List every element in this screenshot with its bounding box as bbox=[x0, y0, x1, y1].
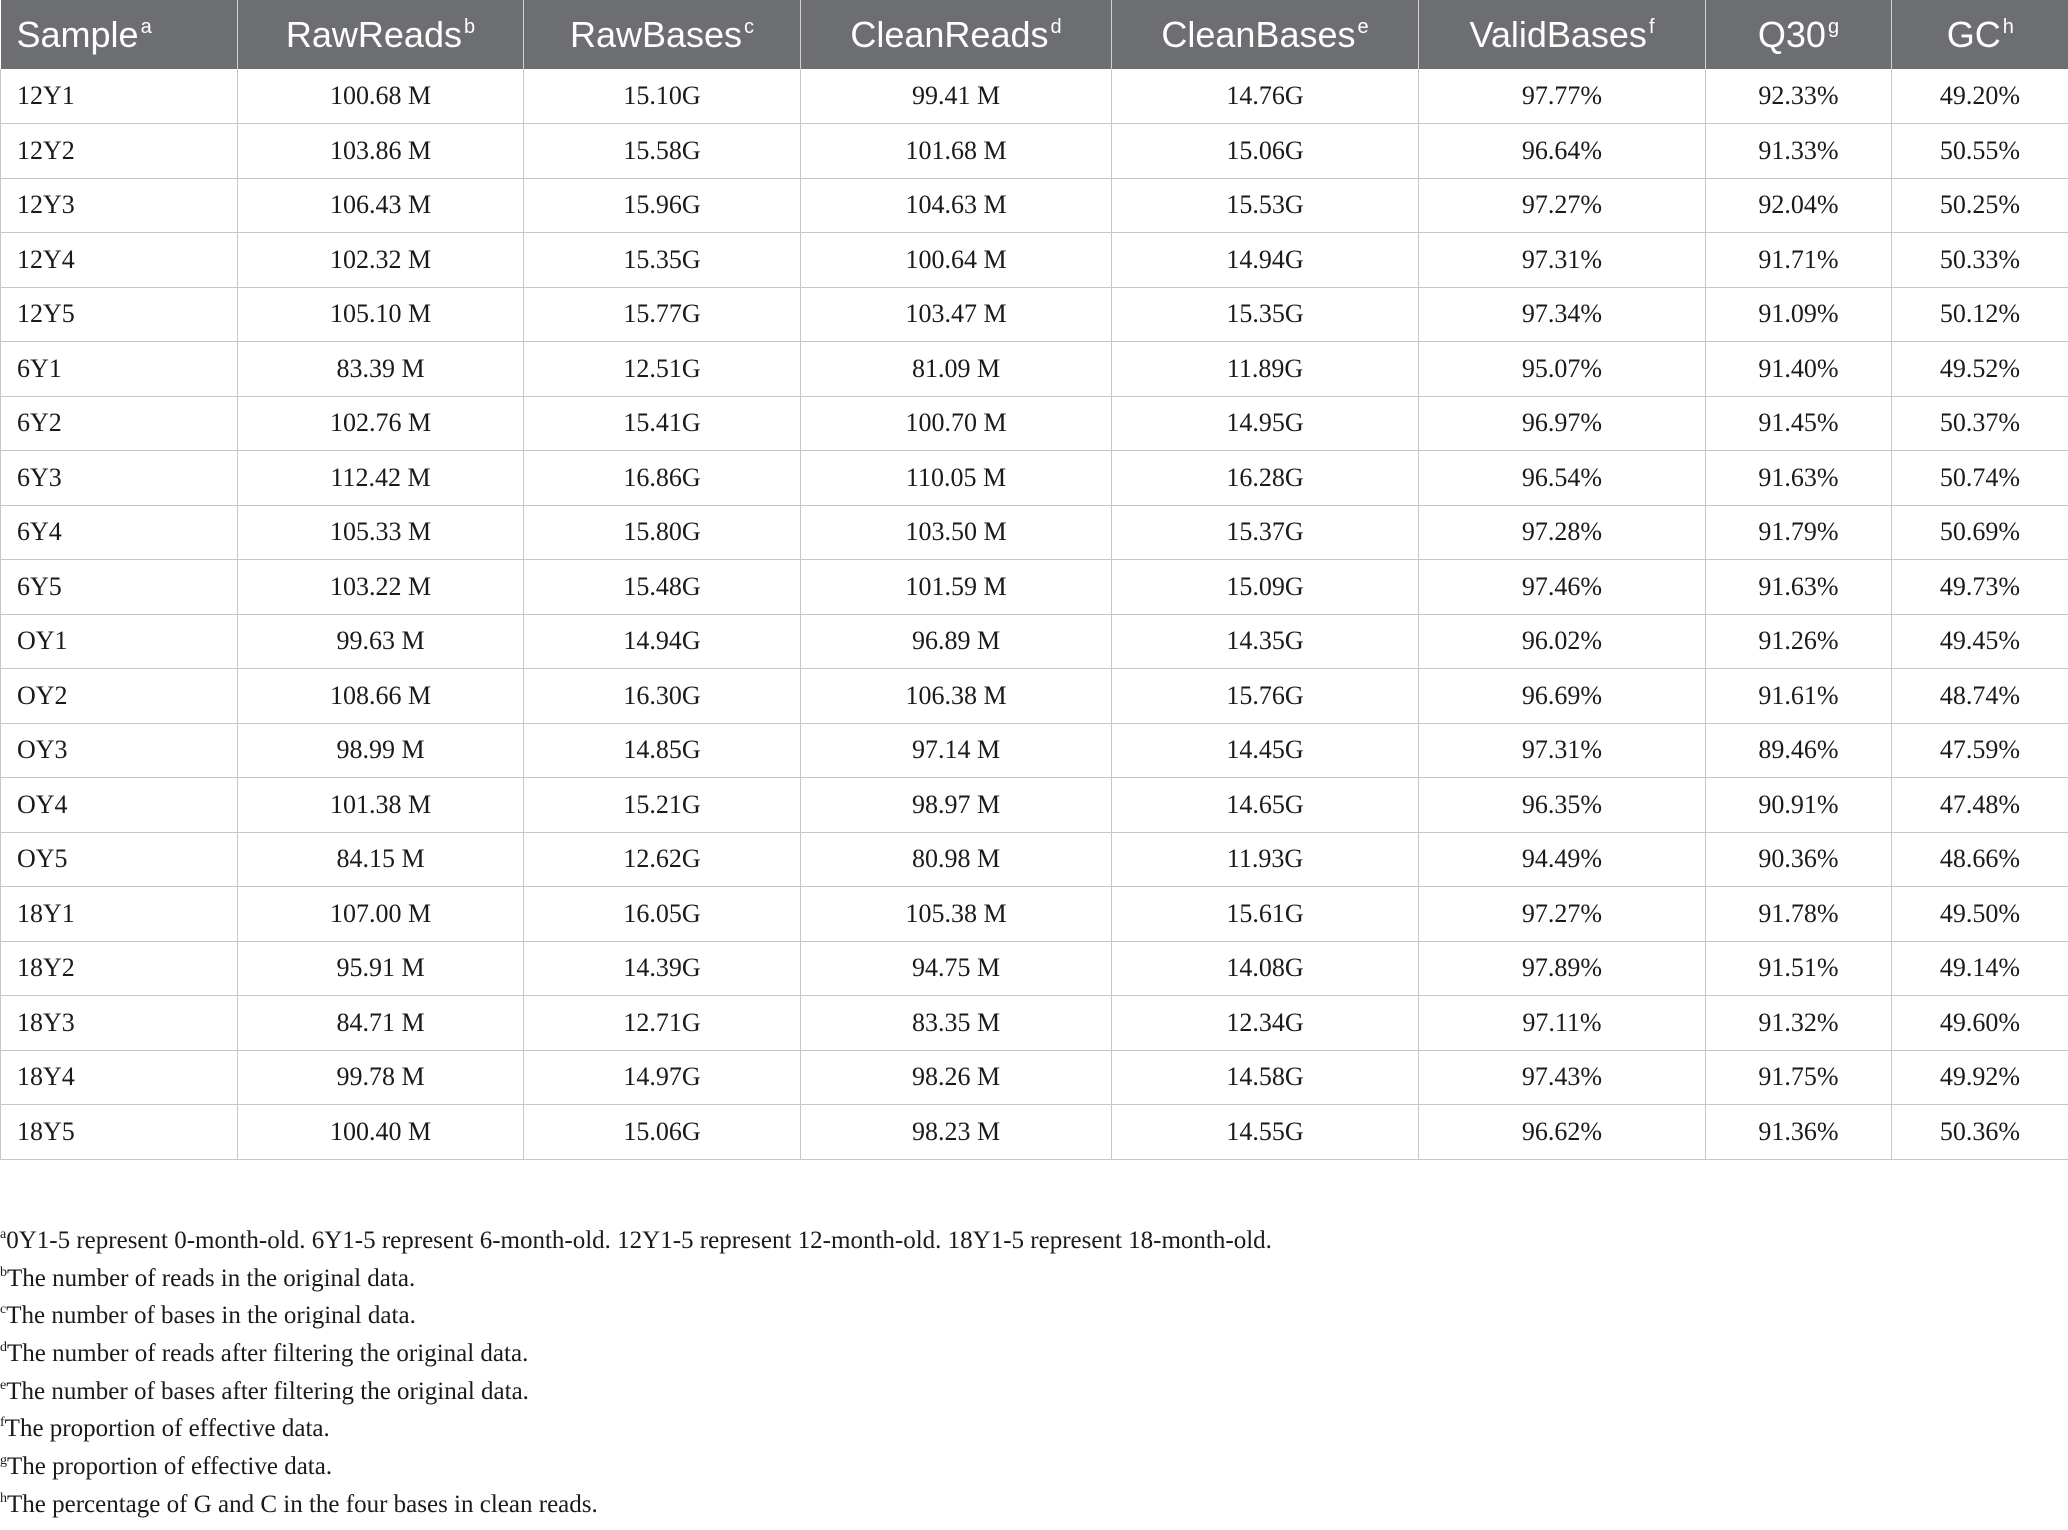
value-cell: 14.39G bbox=[524, 941, 801, 996]
value-cell: 91.63% bbox=[1706, 451, 1892, 506]
value-cell: 103.86 M bbox=[238, 124, 524, 179]
value-cell: 11.93G bbox=[1112, 832, 1419, 887]
value-cell: 47.59% bbox=[1892, 723, 2068, 778]
sample-cell: 6Y1 bbox=[1, 342, 238, 397]
value-cell: 84.71 M bbox=[238, 996, 524, 1051]
value-cell: 104.63 M bbox=[801, 178, 1112, 233]
sample-cell: 12Y1 bbox=[1, 69, 238, 124]
footnote bbox=[0, 1448, 2068, 1486]
footnote-marker: h bbox=[2002, 15, 2014, 38]
value-cell: 97.11% bbox=[1419, 996, 1706, 1051]
column-header bbox=[801, 0, 1112, 69]
value-cell: 92.33% bbox=[1706, 69, 1892, 124]
value-cell: 81.09 M bbox=[801, 342, 1112, 397]
value-cell: 101.38 M bbox=[238, 778, 524, 833]
value-cell: 101.59 M bbox=[801, 560, 1112, 615]
footnote-marker: b bbox=[463, 15, 476, 38]
footnote-text: The number of reads after filtering the original data. bbox=[7, 1340, 529, 1368]
table-row bbox=[1, 560, 2068, 615]
sample-cell: 18Y2 bbox=[1, 941, 238, 996]
value-cell: 91.40% bbox=[1706, 342, 1892, 397]
value-cell: 49.92% bbox=[1892, 1050, 2068, 1105]
value-cell: 97.77% bbox=[1419, 69, 1706, 124]
footnote-marker: d bbox=[0, 1340, 7, 1356]
table-row bbox=[1, 396, 2068, 451]
value-cell: 15.35G bbox=[524, 233, 801, 288]
value-cell: 102.76 M bbox=[238, 396, 524, 451]
sample-cell: 18Y1 bbox=[1, 887, 238, 942]
value-cell: 50.55% bbox=[1892, 124, 2068, 179]
value-cell: 15.10G bbox=[524, 69, 801, 124]
value-cell: 112.42 M bbox=[238, 451, 524, 506]
value-cell: 12.51G bbox=[524, 342, 801, 397]
footnote-text: The number of bases after filtering the original data. bbox=[6, 1377, 529, 1405]
table-row bbox=[1, 778, 2068, 833]
value-cell: 50.25% bbox=[1892, 178, 2068, 233]
value-cell: 84.15 M bbox=[238, 832, 524, 887]
value-cell: 96.02% bbox=[1419, 614, 1706, 669]
value-cell: 83.35 M bbox=[801, 996, 1112, 1051]
value-cell: 96.54% bbox=[1419, 451, 1706, 506]
value-cell: 98.26 M bbox=[801, 1050, 1112, 1105]
footnote bbox=[0, 1335, 2068, 1373]
value-cell: 15.96G bbox=[524, 178, 801, 233]
sample-cell: 12Y5 bbox=[1, 287, 238, 342]
value-cell: 106.43 M bbox=[238, 178, 524, 233]
footnote bbox=[0, 1486, 2068, 1524]
value-cell: 15.09G bbox=[1112, 560, 1419, 615]
value-cell: 15.48G bbox=[524, 560, 801, 615]
value-cell: 12.71G bbox=[524, 996, 801, 1051]
sample-cell: OY1 bbox=[1, 614, 238, 669]
value-cell: 14.58G bbox=[1112, 1050, 1419, 1105]
value-cell: 16.86G bbox=[524, 451, 801, 506]
value-cell: 91.09% bbox=[1706, 287, 1892, 342]
footnote-text: The proportion of effective data. bbox=[7, 1453, 333, 1481]
table-row bbox=[1, 505, 2068, 560]
table-row bbox=[1, 941, 2068, 996]
table-row bbox=[1, 1105, 2068, 1160]
footnote-text: The proportion of effective data. bbox=[4, 1415, 330, 1443]
value-cell: 94.75 M bbox=[801, 941, 1112, 996]
value-cell: 49.52% bbox=[1892, 342, 2068, 397]
footnote-marker: b bbox=[0, 1264, 7, 1280]
table-row bbox=[1, 669, 2068, 724]
value-cell: 96.97% bbox=[1419, 396, 1706, 451]
value-cell: 102.32 M bbox=[238, 233, 524, 288]
footnote-text: 0Y1-5 represent 0-month-old. 6Y1-5 represent 6-month-old. 12Y1-5 represent 12-month-old. 18Y1-5 represent 18-month-old. bbox=[6, 1227, 1272, 1254]
footnote-marker: e bbox=[1357, 15, 1369, 38]
value-cell: 80.98 M bbox=[801, 832, 1112, 887]
table-row bbox=[1, 342, 2068, 397]
footnote-marker: h bbox=[0, 1490, 7, 1506]
footnote-text: The percentage of G and C in the four bases in clean reads. bbox=[7, 1490, 598, 1518]
value-cell: 98.97 M bbox=[801, 778, 1112, 833]
column-header-label: ValidBases bbox=[1469, 13, 1647, 55]
value-cell: 91.75% bbox=[1706, 1050, 1892, 1105]
footnote bbox=[0, 1373, 2068, 1411]
value-cell: 110.05 M bbox=[801, 451, 1112, 506]
value-cell: 15.06G bbox=[1112, 124, 1419, 179]
value-cell: 108.66 M bbox=[238, 669, 524, 724]
value-cell: 50.69% bbox=[1892, 505, 2068, 560]
value-cell: 106.38 M bbox=[801, 669, 1112, 724]
footnote-marker: f bbox=[0, 1415, 5, 1431]
column-header-label: Sample bbox=[16, 13, 139, 55]
value-cell: 14.08G bbox=[1112, 941, 1419, 996]
sample-cell: 12Y3 bbox=[1, 178, 238, 233]
table-body bbox=[1, 69, 2068, 1159]
value-cell: 101.68 M bbox=[801, 124, 1112, 179]
column-header-label: GC bbox=[1946, 13, 2001, 55]
value-cell: 15.06G bbox=[524, 1105, 801, 1160]
value-cell: 105.38 M bbox=[801, 887, 1112, 942]
value-cell: 96.35% bbox=[1419, 778, 1706, 833]
value-cell: 16.28G bbox=[1112, 451, 1419, 506]
value-cell: 103.47 M bbox=[801, 287, 1112, 342]
header-row bbox=[1, 0, 2068, 69]
value-cell: 50.74% bbox=[1892, 451, 2068, 506]
footnote-marker: a bbox=[140, 15, 152, 38]
value-cell: 14.94G bbox=[1112, 233, 1419, 288]
value-cell: 97.46% bbox=[1419, 560, 1706, 615]
value-cell: 14.95G bbox=[1112, 396, 1419, 451]
value-cell: 96.89 M bbox=[801, 614, 1112, 669]
value-cell: 91.71% bbox=[1706, 233, 1892, 288]
value-cell: 97.27% bbox=[1419, 178, 1706, 233]
value-cell: 49.60% bbox=[1892, 996, 2068, 1051]
value-cell: 14.55G bbox=[1112, 1105, 1419, 1160]
table-row bbox=[1, 124, 2068, 179]
value-cell: 14.45G bbox=[1112, 723, 1419, 778]
value-cell: 14.97G bbox=[524, 1050, 801, 1105]
column-header bbox=[1112, 0, 1419, 69]
value-cell: 49.20% bbox=[1892, 69, 2068, 124]
table-header bbox=[1, 0, 2068, 69]
footnote-marker: e bbox=[0, 1377, 7, 1393]
value-cell: 48.66% bbox=[1892, 832, 2068, 887]
footnotes bbox=[0, 1222, 2068, 1524]
value-cell: 97.89% bbox=[1419, 941, 1706, 996]
table-row bbox=[1, 996, 2068, 1051]
value-cell: 15.37G bbox=[1112, 505, 1419, 560]
value-cell: 95.07% bbox=[1419, 342, 1706, 397]
sample-cell: OY4 bbox=[1, 778, 238, 833]
value-cell: 100.64 M bbox=[801, 233, 1112, 288]
value-cell: 97.31% bbox=[1419, 233, 1706, 288]
value-cell: 48.74% bbox=[1892, 669, 2068, 724]
value-cell: 50.12% bbox=[1892, 287, 2068, 342]
value-cell: 14.65G bbox=[1112, 778, 1419, 833]
column-header bbox=[1419, 0, 1706, 69]
value-cell: 12.62G bbox=[524, 832, 801, 887]
footnote-marker: c bbox=[0, 1302, 7, 1318]
column-header bbox=[238, 0, 524, 69]
sample-cell: 12Y4 bbox=[1, 233, 238, 288]
value-cell: 49.14% bbox=[1892, 941, 2068, 996]
footnote-marker: g bbox=[1827, 15, 1840, 38]
table-row bbox=[1, 69, 2068, 124]
value-cell: 15.53G bbox=[1112, 178, 1419, 233]
sample-cell: 18Y4 bbox=[1, 1050, 238, 1105]
value-cell: 14.35G bbox=[1112, 614, 1419, 669]
sample-cell: 12Y2 bbox=[1, 124, 238, 179]
column-header bbox=[1, 0, 238, 69]
column-header-label: Q30 bbox=[1757, 13, 1826, 55]
footnote-marker: c bbox=[744, 15, 755, 38]
value-cell: 91.51% bbox=[1706, 941, 1892, 996]
value-cell: 47.48% bbox=[1892, 778, 2068, 833]
column-header-label: RawReads bbox=[285, 13, 462, 55]
value-cell: 49.73% bbox=[1892, 560, 2068, 615]
value-cell: 91.32% bbox=[1706, 996, 1892, 1051]
value-cell: 91.45% bbox=[1706, 396, 1892, 451]
value-cell: 91.61% bbox=[1706, 669, 1892, 724]
footnote-text: The number of bases in the original data. bbox=[6, 1302, 416, 1330]
value-cell: 15.76G bbox=[1112, 669, 1419, 724]
value-cell: 15.61G bbox=[1112, 887, 1419, 942]
value-cell: 99.41 M bbox=[801, 69, 1112, 124]
column-header bbox=[1892, 0, 2068, 69]
table-row bbox=[1, 451, 2068, 506]
value-cell: 15.80G bbox=[524, 505, 801, 560]
footnote bbox=[0, 1222, 2068, 1260]
column-header-label: CleanReads bbox=[850, 13, 1049, 55]
value-cell: 12.34G bbox=[1112, 996, 1419, 1051]
footnote-marker: d bbox=[1050, 15, 1062, 38]
value-cell: 105.10 M bbox=[238, 287, 524, 342]
value-cell: 97.31% bbox=[1419, 723, 1706, 778]
value-cell: 99.63 M bbox=[238, 614, 524, 669]
value-cell: 15.35G bbox=[1112, 287, 1419, 342]
sample-cell: 6Y4 bbox=[1, 505, 238, 560]
sample-cell: 18Y3 bbox=[1, 996, 238, 1051]
value-cell: 15.58G bbox=[524, 124, 801, 179]
table-row bbox=[1, 887, 2068, 942]
value-cell: 16.05G bbox=[524, 887, 801, 942]
value-cell: 91.79% bbox=[1706, 505, 1892, 560]
sample-cell: 18Y5 bbox=[1, 1105, 238, 1160]
value-cell: 97.14 M bbox=[801, 723, 1112, 778]
value-cell: 100.68 M bbox=[238, 69, 524, 124]
table-row bbox=[1, 233, 2068, 288]
column-header-label: RawBases bbox=[569, 13, 743, 55]
value-cell: 91.63% bbox=[1706, 560, 1892, 615]
value-cell: 96.69% bbox=[1419, 669, 1706, 724]
sample-cell: 6Y3 bbox=[1, 451, 238, 506]
value-cell: 99.78 M bbox=[238, 1050, 524, 1105]
value-cell: 97.28% bbox=[1419, 505, 1706, 560]
value-cell: 95.91 M bbox=[238, 941, 524, 996]
value-cell: 97.27% bbox=[1419, 887, 1706, 942]
value-cell: 96.64% bbox=[1419, 124, 1706, 179]
value-cell: 91.26% bbox=[1706, 614, 1892, 669]
value-cell: 15.41G bbox=[524, 396, 801, 451]
footnote-text: The number of reads in the original data. bbox=[7, 1264, 416, 1292]
table-row bbox=[1, 178, 2068, 233]
value-cell: 90.91% bbox=[1706, 778, 1892, 833]
value-cell: 16.30G bbox=[524, 669, 801, 724]
sample-cell: 6Y2 bbox=[1, 396, 238, 451]
footnote-marker: f bbox=[1648, 15, 1655, 38]
footnote bbox=[0, 1297, 2068, 1335]
value-cell: 98.23 M bbox=[801, 1105, 1112, 1160]
value-cell: 97.43% bbox=[1419, 1050, 1706, 1105]
value-cell: 105.33 M bbox=[238, 505, 524, 560]
value-cell: 49.45% bbox=[1892, 614, 2068, 669]
value-cell: 89.46% bbox=[1706, 723, 1892, 778]
value-cell: 50.36% bbox=[1892, 1105, 2068, 1160]
value-cell: 14.94G bbox=[524, 614, 801, 669]
value-cell: 98.99 M bbox=[238, 723, 524, 778]
value-cell: 100.40 M bbox=[238, 1105, 524, 1160]
value-cell: 91.33% bbox=[1706, 124, 1892, 179]
value-cell: 103.22 M bbox=[238, 560, 524, 615]
value-cell: 103.50 M bbox=[801, 505, 1112, 560]
sample-cell: 6Y5 bbox=[1, 560, 238, 615]
footnote bbox=[0, 1410, 2068, 1448]
value-cell: 50.33% bbox=[1892, 233, 2068, 288]
value-cell: 15.21G bbox=[524, 778, 801, 833]
value-cell: 97.34% bbox=[1419, 287, 1706, 342]
value-cell: 100.70 M bbox=[801, 396, 1112, 451]
value-cell: 15.77G bbox=[524, 287, 801, 342]
table-row bbox=[1, 723, 2068, 778]
footnote-marker: g bbox=[0, 1453, 7, 1469]
value-cell: 96.62% bbox=[1419, 1105, 1706, 1160]
table-row bbox=[1, 1050, 2068, 1105]
value-cell: 107.00 M bbox=[238, 887, 524, 942]
table-row bbox=[1, 832, 2068, 887]
value-cell: 90.36% bbox=[1706, 832, 1892, 887]
column-header bbox=[1706, 0, 1892, 69]
value-cell: 94.49% bbox=[1419, 832, 1706, 887]
value-cell: 83.39 M bbox=[238, 342, 524, 397]
value-cell: 14.85G bbox=[524, 723, 801, 778]
column-header bbox=[524, 0, 801, 69]
footnote-marker: a bbox=[0, 1227, 7, 1242]
sample-cell: OY2 bbox=[1, 669, 238, 724]
sample-cell: OY3 bbox=[1, 723, 238, 778]
footnote bbox=[0, 1260, 2068, 1298]
value-cell: 14.76G bbox=[1112, 69, 1419, 124]
sample-cell: OY5 bbox=[1, 832, 238, 887]
value-cell: 49.50% bbox=[1892, 887, 2068, 942]
column-header-label: CleanBases bbox=[1161, 13, 1356, 55]
table-row bbox=[1, 614, 2068, 669]
value-cell: 50.37% bbox=[1892, 396, 2068, 451]
value-cell: 92.04% bbox=[1706, 178, 1892, 233]
table-row bbox=[1, 287, 2068, 342]
value-cell: 91.36% bbox=[1706, 1105, 1892, 1160]
value-cell: 11.89G bbox=[1112, 342, 1419, 397]
value-cell: 91.78% bbox=[1706, 887, 1892, 942]
